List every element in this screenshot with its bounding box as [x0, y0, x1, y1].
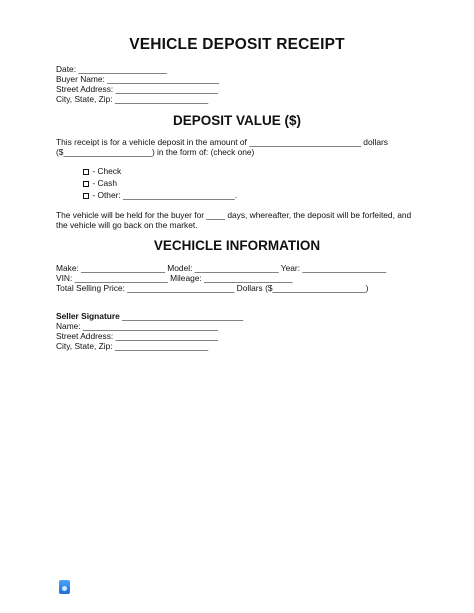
checkbox-cash[interactable]: [83, 181, 89, 187]
checkbox-check[interactable]: [83, 169, 89, 175]
seller-street-address-field: Street Address: ______________________: [56, 331, 219, 341]
deposit-value-heading: DEPOSIT VALUE ($): [172, 113, 301, 128]
hold-period-line: The vehicle will be held for the buyer for ____ days, whereafter, the deposit will be forfeited, and: [56, 210, 412, 220]
date-field: Date: ___________________: [56, 64, 167, 74]
deposit-form-line: ($___________________) in the form of: (check one): [56, 147, 255, 157]
checkbox-other[interactable]: [83, 193, 89, 199]
option-other-label: - Other: ________________________.: [92, 190, 238, 200]
document-title: VEHICLE DEPOSIT RECEIPT: [129, 36, 345, 53]
brand-logo-mark-icon: [62, 586, 67, 591]
buyer-city-state-zip-field: City, State, Zip: ____________________: [56, 94, 209, 104]
option-other: [83, 190, 237, 200]
vin-mileage-row: VIN: ____________________ Mileage: ___________________: [56, 273, 293, 283]
option-cash: [83, 178, 117, 188]
seller-name-field: Name: _____________________________: [56, 321, 219, 331]
buyer-street-address-field: Street Address: ______________________: [56, 84, 219, 94]
buyer-name-field: Buyer Name: ________________________: [56, 74, 219, 84]
option-cash-label: - Cash: [92, 178, 117, 188]
deposit-amount-line: This receipt is for a vehicle deposit in the amount of ________________________ dollars: [56, 137, 388, 147]
vehicle-information-heading: VECHICLE INFORMATION: [153, 238, 321, 253]
seller-city-state-zip-field: City, State, Zip: ____________________: [56, 341, 209, 351]
seller-signature-label: Seller Signature __________________________: [56, 311, 244, 321]
market-line: the vehicle will go back on the market.: [56, 220, 198, 230]
make-model-year-row: Make: __________________ Model: __________________ Year: __________________: [56, 263, 387, 273]
option-check: [83, 166, 121, 176]
selling-price-row: Total Selling Price: _______________________ Dollars ($____________________): [56, 283, 369, 293]
seller-signature-line: __________________________: [122, 311, 244, 321]
option-check-label: - Check: [92, 166, 122, 176]
